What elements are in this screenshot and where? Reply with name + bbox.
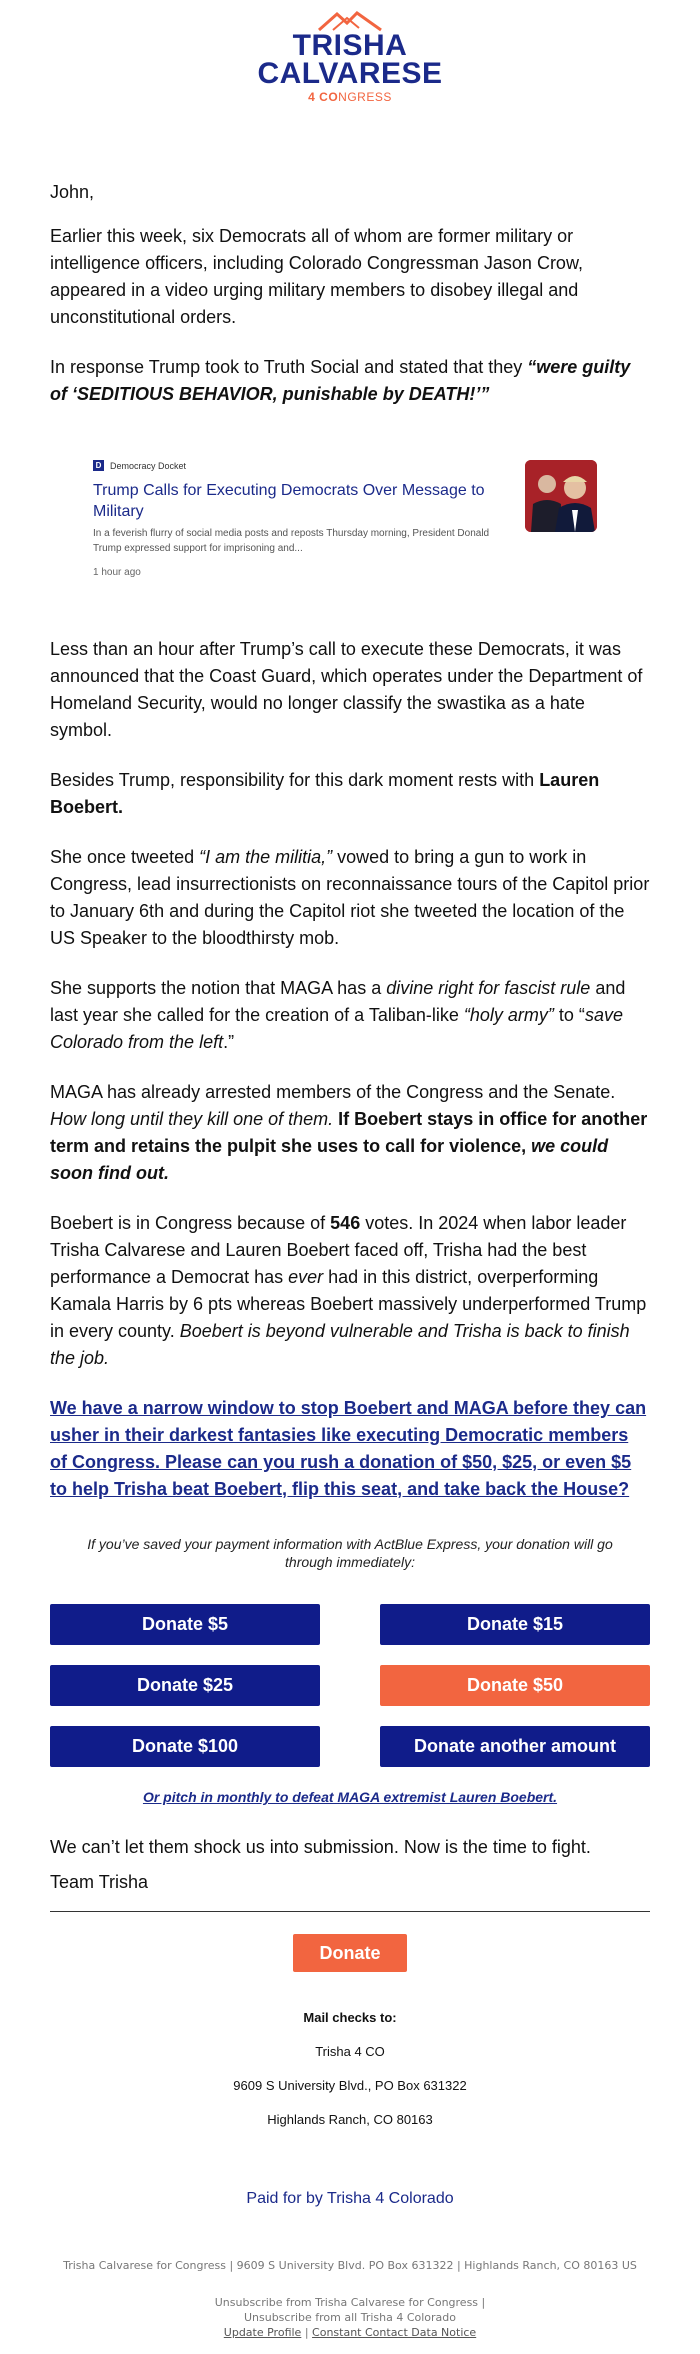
- mail-heading: Mail checks to:: [303, 2010, 397, 2025]
- paragraph-8: Boebert is in Congress because of 546 votes. In 2024 when labor leader Trisha Calvarese and Lauren Boebert faced off, Trisha had the best performance a Democrat has ever had in this district, overperforming Kamala Harris by 6 pts whereas Boebert massively underperformed Trump in every county. Boebert is beyond vulnerable and Trisha is back to finish the job.: [50, 1213, 647, 1368]
- greeting: John,: [50, 182, 95, 202]
- paragraph-4: Besides Trump, responsibility for this dark moment rests with Lauren Boebert.: [50, 770, 600, 817]
- unsubscribe-links: Unsubscribe from Trisha Calvarese for Congress | Unsubscribe from all Trisha 4 Colorado Update Profile | Constant Contact Data Notice: [214, 2296, 486, 2339]
- monthly-donation-link[interactable]: Or pitch in monthly to defeat MAGA extremist Lauren Boebert.: [142, 1789, 558, 1805]
- mail-line-2: 9609 S University Blvd., PO Box 631322: [233, 2078, 467, 2093]
- donate-15-button[interactable]: Donate $15: [380, 1604, 650, 1645]
- donate-25-button[interactable]: Donate $25: [50, 1665, 320, 1706]
- paragraph-5: She once tweeted “I am the militia,” vowed to bring a gun to work in Congress, lead insurrectionists on reconnaissance tours of the Capitol prior to January 6th and during the Capitol riot she tweeted the location of the US Speaker to the bloodthirsty mob.: [50, 847, 650, 948]
- donate-50-button[interactable]: Donate $50: [380, 1665, 650, 1706]
- email-footer: [0, 2258, 700, 2340]
- logo-first-name: TRISHA: [292, 29, 408, 62]
- closing-line: We can’t let them shock us into submission. Now is the time to fight.: [50, 1837, 591, 1857]
- donate-100-button[interactable]: Donate $100: [50, 1726, 320, 1767]
- actblue-note: If you’ve saved your payment information with ActBlue Express, your donation will go through immediately:: [87, 1536, 613, 1570]
- paragraph-1: Earlier this week, six Democrats all of whom are former military or intelligence officers, including Colorado Congressman Jason Crow, appeared in a video urging military members to disobey illegal and unconstitutional orders.: [50, 226, 583, 327]
- donate-other-amount-button[interactable]: Donate another amount: [380, 1726, 650, 1767]
- logo-last-name: CALVARESE: [257, 57, 443, 90]
- article-time: 1 hour ago: [93, 567, 141, 578]
- divider: [50, 1911, 650, 1912]
- donate-cta-link[interactable]: We have a narrow window to stop Boebert and MAGA before they can usher in their darkest fantasies like executing Democratic members of Congress. Please can you rush a donation of $50, $25, or even $5 to help Trisha beat Boebert, flip this seat, and take back the House?: [50, 1398, 647, 1499]
- signoff: Team Trisha: [50, 1872, 149, 1892]
- article-card[interactable]: [50, 456, 600, 588]
- footer-donate-button[interactable]: Donate: [293, 1934, 407, 1972]
- update-profile-link[interactable]: Update Profile: [223, 2326, 302, 2339]
- democracy-docket-icon: D: [93, 460, 104, 471]
- mail-line-1: Trisha 4 CO: [315, 2044, 385, 2059]
- article-source: D Democracy Docket: [93, 460, 186, 471]
- footer-address: Trisha Calvarese for Congress | 9609 S University Blvd. PO Box 631322 | Highlands Ranch, CO 80163 US: [63, 2259, 637, 2272]
- unsubscribe-congress-link[interactable]: Unsubscribe from Trisha Calvarese for Congress: [214, 2296, 479, 2309]
- paid-for-disclaimer: Paid for by Trisha 4 Colorado: [246, 2190, 454, 2207]
- article-thumbnail: [525, 460, 597, 532]
- paragraph-7: MAGA has already arrested members of the Congress and the Senate. How long until they kill one of them. If Boebert stays in office for another term and retains the pulpit she uses to call for violence, we could soon find out.: [50, 1082, 648, 1183]
- mail-line-3: Highlands Ranch, CO 80163: [267, 2112, 433, 2127]
- unsubscribe-all-link[interactable]: Unsubscribe from all Trisha 4 Colorado: [243, 2311, 457, 2324]
- article-snippet: In a feverish flurry of social media posts and reposts Thursday morning, President Donald Trump expressed support for imprisoning and...: [93, 528, 490, 554]
- mailing-address: [50, 2010, 650, 2128]
- logo-tagline: 4 CONGRESS: [308, 90, 392, 104]
- data-notice-link[interactable]: Constant Contact Data Notice: [312, 2326, 477, 2339]
- article-title[interactable]: Trump Calls for Executing Democrats Over Message to Military: [93, 482, 485, 520]
- campaign-logo: [0, 0, 700, 120]
- donate-button-grid: [50, 1604, 650, 1767]
- donate-5-button[interactable]: Donate $5: [50, 1604, 320, 1645]
- paragraph-2: In response Trump took to Truth Social and stated that they “were guilty of ‘SEDITIOUS BEHAVIOR, punishable by DEATH!’”: [50, 357, 631, 404]
- paragraph-6: She supports the notion that MAGA has a divine right for fascist rule and last year she called for the creation of a Taliban-like “holy army” to “save Colorado from the left.”: [50, 978, 626, 1052]
- paragraph-3: Less than an hour after Trump’s call to execute these Democrats, it was announced that the Coast Guard, which operates under the Department of Homeland Security, would no longer classify the swastika as a hate symbol.: [50, 639, 643, 740]
